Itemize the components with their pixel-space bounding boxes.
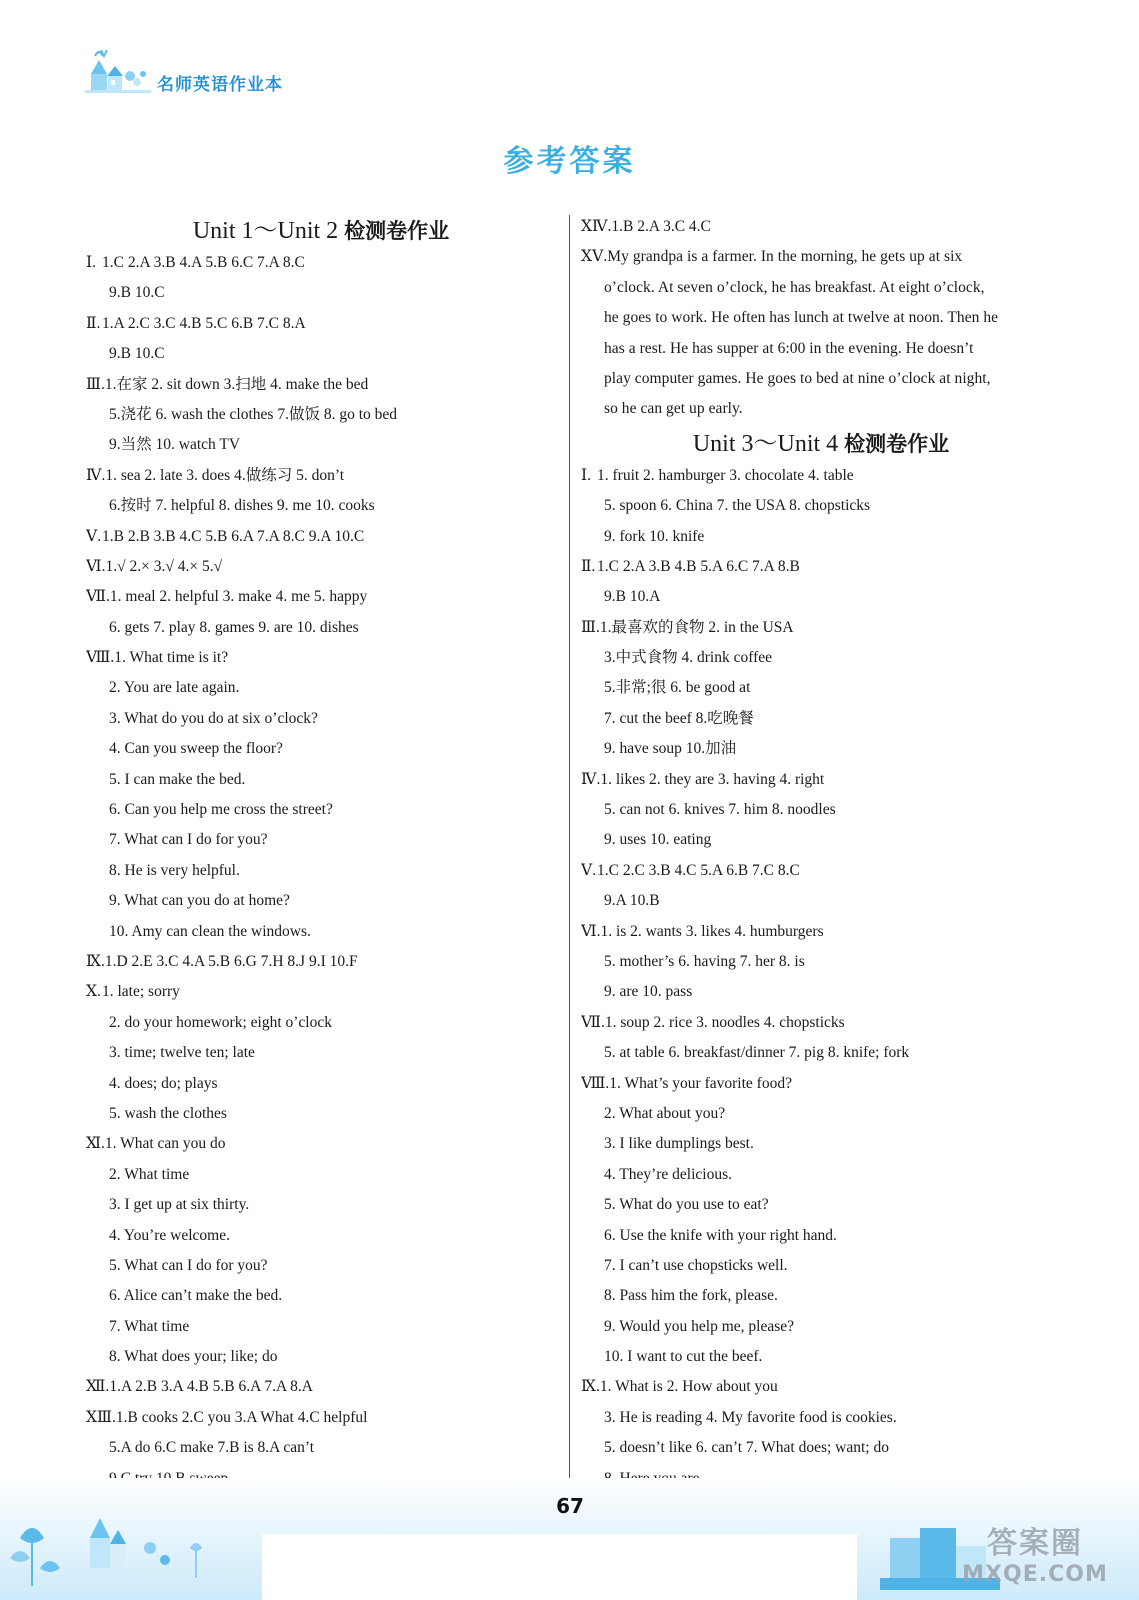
answer-list [86, 248, 556, 1494]
paragraph-line [581, 394, 1061, 424]
answer-line [581, 552, 1061, 582]
answer-line [86, 765, 556, 795]
answer-line [86, 795, 556, 825]
answer-line [86, 673, 556, 703]
answer-line [86, 461, 556, 491]
answer-text: 1.B 2.A 3.C 4.C [611, 218, 711, 235]
question-numeral: Ⅷ. [581, 1074, 610, 1092]
question-numeral: Ⅰ. [581, 466, 591, 484]
answer-text: 1. sea 2. late 3. does 4.做练习 5. don’t [105, 466, 345, 484]
answer-text: 1. is 2. wants 3. likes 4. humburgers [600, 922, 824, 940]
section-title-unit3-4 [581, 429, 1061, 459]
question-numeral: Ⅱ. [86, 314, 101, 332]
answer-text: 1. meal 2. helpful 3. make 4. me 5. happy [109, 588, 368, 606]
answer-line [86, 309, 556, 339]
answer-text: 9. What can you do at home? [109, 892, 290, 910]
answer-text: 2. You are late again. [109, 679, 240, 697]
answer-line [581, 522, 1061, 552]
answer-text: 9. Would you help me, please? [604, 1317, 795, 1335]
answer-line [581, 856, 1061, 886]
answer-text: 6. gets 7. play 8. games 9. are 10. dishes [109, 618, 359, 636]
answer-text: 2. do your homework; eight o’clock [109, 1013, 332, 1031]
answer-line [581, 1403, 1061, 1433]
answer-line [86, 1342, 556, 1372]
section-title-en: Unit 3～Unit 4 [692, 430, 845, 457]
answer-text: 4. They’re delicious. [604, 1165, 732, 1183]
answer-line [581, 1312, 1061, 1342]
answer-line [86, 1403, 556, 1433]
answer-line [86, 552, 556, 582]
header [85, 46, 385, 101]
question-numeral: Ⅴ. [86, 527, 102, 545]
watermark [940, 1518, 1130, 1587]
answer-line [581, 734, 1061, 764]
answer-line [581, 977, 1061, 1007]
answer-line [86, 1281, 556, 1311]
question-numeral: Ⅰ. [86, 254, 96, 271]
question-numeral: Ⅱ. [581, 557, 596, 575]
paragraph-line [581, 242, 1061, 272]
question-numeral: Ⅲ. [86, 375, 105, 393]
answer-text: 5. I can make the bed. [109, 770, 246, 788]
answer-text: 5. can not 6. knives 7. him 8. noodles [604, 801, 836, 819]
answer-line [86, 1099, 556, 1129]
answer-text: 7. cut the beef 8.吃晚餐 [604, 709, 754, 727]
answer-text: 6. Use the knife with your right hand. [604, 1226, 837, 1244]
answer-line [86, 430, 556, 460]
answer-text: 1.C 2.A 3.B 4.A 5.B 6.C 7.A 8.C [102, 254, 305, 271]
answer-line [581, 1160, 1061, 1190]
section-title-cn: 检测卷作业 [844, 431, 950, 456]
answer-line [86, 917, 556, 947]
answer-line [581, 886, 1061, 916]
answer-text: 8. He is very helpful. [109, 861, 240, 879]
answer-text: 7. I can’t use chopsticks well. [604, 1256, 788, 1274]
left-column [86, 212, 556, 1494]
section-title-en: Unit 1～Unit 2 [192, 218, 345, 244]
answer-text: 3. He is reading 4. My favorite food is cookies. [604, 1408, 897, 1426]
answer-line [86, 886, 556, 916]
paragraph-line [581, 334, 1061, 364]
question-numeral: Ⅻ. [86, 1378, 110, 1396]
question-numeral: Ⅵ. [86, 557, 106, 575]
answer-line [581, 1129, 1061, 1159]
answer-line [581, 643, 1061, 673]
answer-line [86, 643, 556, 673]
answer-text: 1. What can you do [104, 1135, 226, 1153]
question-numeral: ⅩⅣ. [581, 218, 612, 235]
answer-line [86, 977, 556, 1007]
question-numeral: Ⅲ. [581, 618, 600, 636]
answer-line [86, 1312, 556, 1342]
question-numeral: Ⅸ. [86, 952, 105, 970]
answer-text: 9.B 10.C [109, 284, 165, 302]
paragraph-line [581, 303, 1061, 333]
question-numeral: Ⅳ. [581, 770, 601, 788]
question-numeral: Ⅸ. [581, 1378, 600, 1396]
answer-line [86, 825, 556, 855]
answer-line [581, 613, 1061, 643]
answer-text: 9.B 10.C [109, 345, 165, 363]
paragraph-text: he goes to work. He often has lunch at twelve at noon. Then he [604, 309, 999, 327]
answer-text: 1.C 2.A 3.B 4.B 5.A 6.C 7.A 8.B [597, 557, 800, 575]
brand-title: 名师英语作业本 [157, 75, 283, 95]
column-divider [569, 215, 570, 1500]
answer-text: 5. wash the clothes [109, 1104, 227, 1122]
watermark-en: MXQE.COM [962, 1562, 1108, 1587]
answer-text: 1. late; sorry [102, 983, 180, 1001]
answer-line [86, 582, 556, 612]
answer-text: 4. You’re welcome. [109, 1226, 230, 1244]
footer-strip [262, 1534, 857, 1600]
answer-line [86, 947, 556, 977]
answer-text: 1.在家 2. sit down 3.扫地 4. make the bed [104, 375, 369, 393]
answer-text: 3.中式食物 4. drink coffee [604, 649, 773, 667]
answer-text: 5.非常;很 6. be good at [604, 679, 751, 697]
question-numeral: Ⅶ. [86, 588, 110, 606]
answer-text: 1.A 2.B 3.A 4.B 5.B 6.A 7.A 8.A [109, 1378, 313, 1396]
answer-text: 5. at table 6. breakfast/dinner 7. pig 8. knife; fork [604, 1044, 910, 1062]
answer-text: 2. What about you? [604, 1104, 726, 1122]
answer-line [581, 1008, 1061, 1038]
answer-text: 1.√ 2.× 3.√ 4.× 5.√ [105, 557, 223, 575]
paragraph-text: o’clock. At seven o’clock, he has breakfast. At eight o’clock, [604, 278, 985, 296]
watermark-cn: 答案圈 [987, 1526, 1083, 1561]
answer-text: 2. What time [109, 1165, 190, 1183]
answer-line [581, 917, 1061, 947]
answer-text: 1.D 2.E 3.C 4.A 5.B 6.G 7.H 8.J 9.I 10.F [104, 952, 358, 970]
paragraph-text: so he can get up early. [604, 400, 743, 418]
answer-text: 9. uses 10. eating [604, 831, 712, 849]
flower-decoration-icon [0, 1478, 230, 1600]
question-numeral: Ⅹ. [86, 983, 101, 1001]
answer-text: 6.按时 7. helpful 8. dishes 9. me 10. cooks [109, 497, 375, 515]
answer-line [86, 1433, 556, 1463]
answer-line [581, 461, 1061, 491]
answer-line [86, 1069, 556, 1099]
answer-text: 5. spoon 6. China 7. the USA 8. chopsticks [604, 497, 871, 515]
answer-line [86, 734, 556, 764]
house-logo-icon [85, 46, 155, 98]
answer-line [581, 1190, 1061, 1220]
section-title-cn: 检测卷作业 [344, 219, 450, 243]
answer-line [581, 673, 1061, 703]
answer-text: 7. What can I do for you? [109, 831, 268, 849]
answer-text: 4. Can you sweep the floor? [109, 740, 283, 758]
question-numeral: Ⅳ. [86, 466, 106, 484]
answer-line [581, 491, 1061, 521]
page-title: 参考答案 [503, 144, 636, 179]
answer-text: 5.A do 6.C make 7.B is 8.A can’t [109, 1439, 315, 1457]
section-title-unit1-2 [86, 216, 556, 246]
answer-text: 5. What can I do for you? [109, 1256, 268, 1274]
answer-line [86, 856, 556, 886]
answer-line [581, 1099, 1061, 1129]
answer-line [86, 1129, 556, 1159]
answer-text: 9.当然 10. watch TV [109, 436, 241, 454]
answer-text: 8. Pass him the fork, please. [604, 1287, 778, 1305]
answer-text: 5. mother’s 6. having 7. her 8. is [604, 952, 805, 970]
answer-line [581, 582, 1061, 612]
answer-list [581, 461, 1061, 1494]
question-numeral: ⅩⅢ. [86, 1408, 116, 1426]
answer-text: 10. I want to cut the beef. [604, 1348, 763, 1366]
paragraph-line [581, 273, 1061, 303]
question-numeral: ⅩⅤ. [581, 248, 608, 266]
paragraph-text: My grandpa is a farmer. In the morning, he gets up at six [607, 248, 963, 266]
answer-text: 4. does; do; plays [109, 1074, 218, 1092]
answer-line [86, 339, 556, 369]
answer-text: 9. are 10. pass [604, 983, 693, 1001]
answer-text: 1. What is 2. How about you [599, 1378, 778, 1396]
answer-text: 10. Amy can clean the windows. [109, 922, 311, 940]
writing-sample [581, 242, 1061, 424]
answer-line [581, 1433, 1061, 1463]
answer-text: 6. Can you help me cross the street? [109, 801, 333, 819]
answer-line [86, 1372, 556, 1402]
answer-line [86, 248, 556, 278]
answer-text: 3. I get up at six thirty. [109, 1196, 250, 1214]
answer-line [581, 947, 1061, 977]
answer-line [581, 1038, 1061, 1068]
answer-text: 1. fruit 2. hamburger 3. chocolate 4. table [597, 466, 854, 484]
answer-line [86, 1251, 556, 1281]
answer-line [581, 704, 1061, 734]
answer-text: 5. doesn’t like 6. can’t 7. What does; want; do [604, 1439, 889, 1457]
answer-line [581, 1221, 1061, 1251]
answer-line [86, 704, 556, 734]
answer-line [86, 1038, 556, 1068]
answer-text: 9.A 10.B [604, 892, 660, 910]
answer-line [581, 825, 1061, 855]
answer-line [86, 1221, 556, 1251]
answer-text: 9. have soup 10.加油 [604, 740, 737, 758]
answer-text: 1.C 2.C 3.B 4.C 5.A 6.B 7.C 8.C [597, 861, 800, 879]
answer-text: 3. I like dumplings best. [604, 1135, 754, 1153]
answer-text: 1. soup 2. rice 3. noodles 4. chopsticks [604, 1013, 845, 1031]
paragraph-line [581, 364, 1061, 394]
answer-line [86, 1008, 556, 1038]
answer-line [581, 1281, 1061, 1311]
answer-text: 8. What does your; like; do [109, 1348, 278, 1366]
answer-text: 1.最喜欢的食物 2. in the USA [599, 618, 794, 636]
answer-line [86, 613, 556, 643]
answer-text: 1.B 2.B 3.B 4.C 5.B 6.A 7.A 8.C 9.A 10.C [102, 527, 365, 545]
answer-line [86, 1160, 556, 1190]
answer-line [581, 1069, 1061, 1099]
footer [0, 1478, 1139, 1600]
answer-text: 5.浇花 6. wash the clothes 7.做饭 8. go to bed [109, 405, 398, 423]
answer-line [86, 522, 556, 552]
answer-list-top [581, 212, 1061, 242]
answer-line [581, 795, 1061, 825]
answer-text: 1.B cooks 2.C you 3.A What 4.C helpful [115, 1408, 368, 1426]
answer-line [86, 370, 556, 400]
answer-line [581, 1372, 1061, 1402]
answer-text: 1.A 2.C 3.C 4.B 5.C 6.B 7.C 8.A [102, 314, 306, 332]
answer-text: 1. What’s your favorite food? [609, 1074, 792, 1092]
answer-text: 1. What time is it? [114, 649, 229, 667]
answer-text: 7. What time [109, 1317, 190, 1335]
answer-line [581, 765, 1061, 795]
answer-line [581, 212, 1061, 242]
right-column [581, 212, 1061, 1494]
answer-line [581, 1251, 1061, 1281]
question-numeral: Ⅴ. [581, 861, 597, 879]
answer-text: 5. What do you use to eat? [604, 1196, 769, 1214]
answer-text: 6. Alice can’t make the bed. [109, 1287, 283, 1305]
answer-text: 3. What do you do at six o’clock? [109, 709, 318, 727]
question-numeral: Ⅺ. [86, 1135, 105, 1153]
answer-line [86, 491, 556, 521]
question-numeral: Ⅶ. [581, 1013, 605, 1031]
question-numeral: Ⅵ. [581, 922, 601, 940]
answer-line [581, 1342, 1061, 1372]
paragraph-text: has a rest. He has supper at 6:00 in the evening. He doesn’t [604, 339, 974, 357]
answer-text: 1. likes 2. they are 3. having 4. right [600, 770, 825, 788]
answer-line [86, 278, 556, 308]
answer-line [86, 400, 556, 430]
page-number: 67 [556, 1494, 584, 1518]
answer-text: 9. fork 10. knife [604, 527, 705, 545]
answer-line [86, 1190, 556, 1220]
answer-text: 9.B 10.A [604, 588, 661, 606]
question-numeral: Ⅷ. [86, 649, 115, 667]
paragraph-text: play computer games. He goes to bed at nine o’clock at night, [604, 369, 991, 387]
answer-text: 3. time; twelve ten; late [109, 1044, 255, 1062]
